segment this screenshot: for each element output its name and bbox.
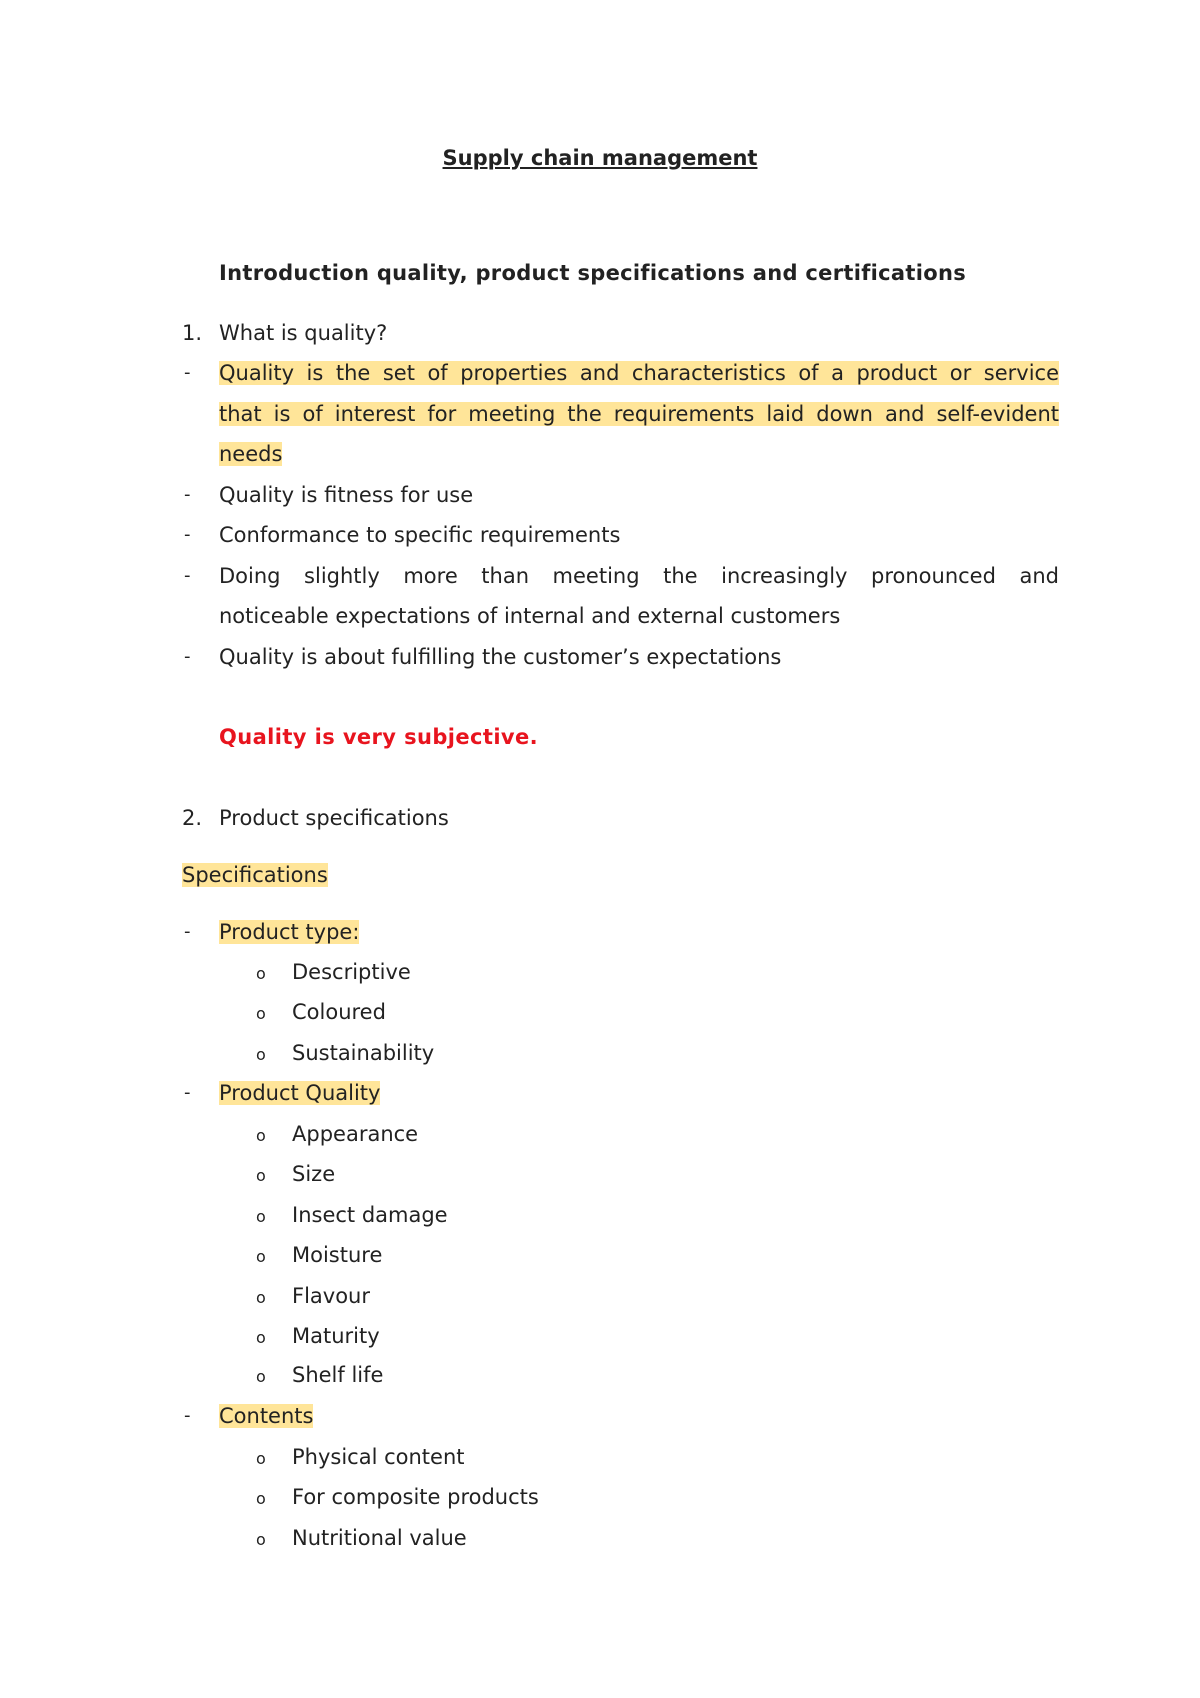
sub-bullet-marker: o	[256, 964, 266, 983]
sub-item: Size	[292, 1162, 336, 1186]
sub-item: For composite products	[292, 1485, 539, 1509]
sub-bullet-marker: o	[256, 1247, 266, 1266]
dash-marker: -	[184, 362, 191, 383]
dash-marker: -	[184, 524, 191, 545]
dash-marker: -	[184, 646, 191, 667]
highlighted-text: needs	[219, 442, 283, 466]
dash-marker: -	[184, 921, 191, 942]
sub-bullet-marker: o	[256, 1449, 266, 1468]
sub-item: Coloured	[292, 1000, 386, 1024]
sub-item: Physical content	[292, 1445, 465, 1469]
sub-bullet-marker: o	[256, 1328, 266, 1347]
sub-bullet-marker: o	[256, 1530, 266, 1549]
highlighted-text: Quality is the set of properties and characteristics of a product or service	[219, 361, 1059, 385]
list-item-line: Quality is about fulfilling the customer’s expectations	[219, 645, 782, 669]
list-label: Product specifications	[219, 806, 449, 830]
dash-marker: -	[184, 1405, 191, 1426]
highlighted-text: Contents	[219, 1404, 314, 1428]
sub-item: Descriptive	[292, 960, 411, 984]
spec-group-label	[219, 1402, 313, 1430]
dash-marker: -	[184, 484, 191, 505]
sub-bullet-marker: o	[256, 1207, 266, 1226]
sub-item: Flavour	[292, 1284, 371, 1308]
section-heading: Introduction quality, product specifications and certifications	[219, 261, 966, 285]
list-item-line	[219, 440, 282, 468]
sub-bullet-marker: o	[256, 1166, 266, 1185]
list-label: What is quality?	[219, 321, 388, 345]
specifications-label	[182, 861, 328, 889]
list-item-line: Doing slightly more than meeting the increasingly pronounced and	[219, 564, 1059, 588]
sub-item: Moisture	[292, 1243, 383, 1267]
list-item-line: noticeable expectations of internal and external customers	[219, 604, 841, 628]
sub-item: Shelf life	[292, 1363, 384, 1387]
sub-bullet-marker: o	[256, 1367, 266, 1386]
list-number: 2.	[182, 806, 203, 830]
highlighted-text: that is of interest for meeting the requirements laid down and self-evident	[219, 402, 1059, 426]
list-item-line	[219, 359, 1059, 387]
sub-item: Nutritional value	[292, 1526, 467, 1550]
dash-marker: -	[184, 565, 191, 586]
sub-bullet-marker: o	[256, 1489, 266, 1508]
highlighted-text: Product Quality	[219, 1081, 381, 1105]
sub-bullet-marker: o	[256, 1288, 266, 1307]
dash-marker: -	[184, 1082, 191, 1103]
highlighted-text: Product type:	[219, 920, 360, 944]
sub-item: Insect damage	[292, 1203, 448, 1227]
sub-bullet-marker: o	[256, 1126, 266, 1145]
sub-item: Sustainability	[292, 1041, 435, 1065]
list-item-line: Conformance to specific requirements	[219, 523, 621, 547]
highlighted-text: Specifications	[182, 863, 328, 887]
document-title: Supply chain management	[442, 146, 758, 170]
spec-group-label	[219, 1079, 380, 1107]
list-item-line	[219, 400, 1059, 428]
sub-bullet-marker: o	[256, 1045, 266, 1064]
sub-item: Appearance	[292, 1122, 419, 1146]
list-number: 1.	[182, 321, 203, 345]
list-item-line: Quality is fitness for use	[219, 483, 474, 507]
emphasis-text: Quality is very subjective.	[219, 725, 539, 749]
sub-item: Maturity	[292, 1324, 380, 1348]
spec-group-label	[219, 918, 359, 946]
sub-bullet-marker: o	[256, 1004, 266, 1023]
